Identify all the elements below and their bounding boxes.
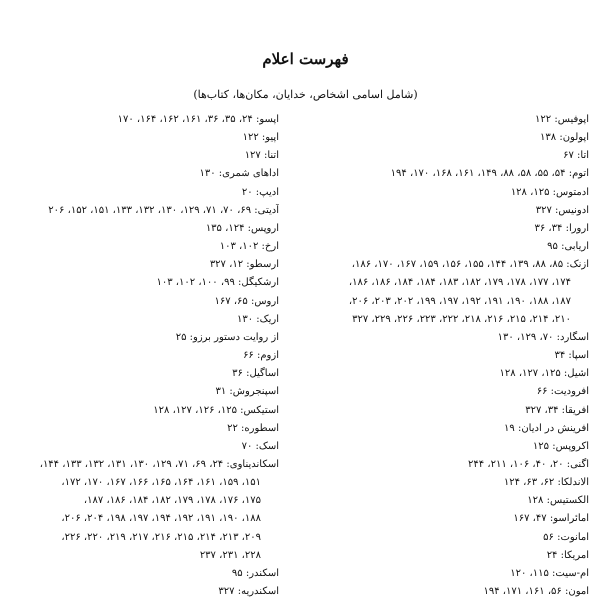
index-entry: اشیل: ۱۲۵، ۱۲۷، ۱۲۸	[499, 368, 589, 380]
index-entry: اپوفیس: ۱۲۲	[535, 114, 589, 125]
index-entry: اروپس: ۱۲۴، ۱۳۵	[205, 222, 279, 234]
index-entry-continuation: ۱۸۷، ۱۸۸، ۱۹۰، ۱۹۱، ۱۹۲، ۱۹۷، ۱۹۹، ۲۰۲، ۲۰۳، ۲۰۶،	[348, 295, 571, 307]
index-entry: ارسطو: ۱۲، ۳۲۷	[209, 259, 279, 271]
index-entry: افرینش در ادیان: ۱۹	[504, 422, 589, 434]
index-entry: اتنا: ۱۲۷	[244, 150, 279, 162]
index-entry: ازنک: ۸۵، ۸۸، ۱۳۹، ۱۴۴، ۱۵۵، ۱۵۶، ۱۵۹، ۱۶۷، ۱۷۰، ۱۸۶،	[351, 259, 589, 271]
index-entry: ادونیس: ۳۲۷	[535, 204, 589, 216]
index-entry: امائراسو: ۴۷، ۱۶۷	[513, 513, 589, 525]
index-entry: از روایت دستور برزو: ۲۵	[175, 331, 279, 343]
index-entry: اسکندر: ۹۵	[231, 567, 279, 579]
index-entry-continuation: ۲۲۸، ۲۳۱، ۲۳۷	[199, 549, 261, 561]
index-entry: استیکس: ۱۲۵، ۱۲۶، ۱۲۷، ۱۲۸	[153, 404, 279, 416]
index-entry: اداهای شمری: ۱۳۰	[199, 168, 279, 180]
index-entry: اسطوره: ۲۲	[227, 422, 279, 434]
index-entry: ام-سیت: ۱۱۵، ۱۲۰	[510, 567, 589, 579]
index-entry: اساگیل: ۳۶	[232, 368, 279, 380]
index-entry: اتا: ۶۷	[563, 150, 589, 162]
index-entry: ارورا: ۳۴، ۳۶	[534, 222, 589, 234]
index-entry: اسپا: ۳۴	[554, 350, 589, 362]
index-entry: اسگارد: ۷۰، ۱۲۹، ۱۳۰	[497, 331, 589, 343]
index-entry-continuation: ۱۷۵، ۱۷۶، ۱۷۸، ۱۷۹، ۱۸۲، ۱۸۴، ۱۸۶، ۱۸۷،	[83, 495, 261, 507]
left-column	[19, 111, 279, 601]
index-entry: افریقا: ۳۴، ۳۲۷	[525, 404, 589, 416]
index-entry-continuation: ۲۱۰، ۲۱۴، ۲۱۵، ۲۱۶، ۲۱۸، ۲۲۲، ۲۲۳، ۲۲۶، ۲۲۹، ۳۲۷	[352, 313, 571, 325]
index-entry: افرودیت: ۶۶	[536, 386, 589, 398]
index-entry: امون: ۵۶، ۱۶۱، ۱۷۱، ۱۹۴	[483, 586, 589, 598]
index-entry: اسپنجروش: ۳۱	[215, 386, 279, 398]
index-entry-continuation: ۲۰۹، ۲۱۳، ۲۱۴، ۲۱۵، ۲۱۶، ۲۱۷، ۲۱۹، ۲۲۰، ۲۲۶،	[61, 531, 261, 543]
index-entry: ادمتوس: ۱۲۵، ۱۲۸	[510, 186, 589, 198]
index-entry-continuation: ۱۵۱، ۱۵۹، ۱۶۱، ۱۶۴، ۱۶۵، ۱۶۶، ۱۶۷، ۱۷۰، ۱۷۲،	[61, 477, 261, 489]
index-entry: اریابی: ۹۵	[547, 241, 589, 253]
index-entry: ازوم: ۶۶	[243, 350, 279, 362]
index-entry: الاندلکا: ۶۲، ۶۳، ۱۲۴	[503, 477, 589, 489]
index-entry-continuation: ۱۷۴، ۱۷۷، ۱۷۸، ۱۷۹، ۱۸۲، ۱۸۳، ۱۸۴، ۱۸۴، ۱۸۶، ۱۸۶،	[348, 277, 571, 289]
index-entry: ارخ: ۱۰۲، ۱۰۳	[219, 241, 279, 253]
index-entry: اتوم: ۵۴، ۵۵، ۵۸، ۸۸، ۱۴۹، ۱۶۱، ۱۶۸، ۱۷۰، ۱۹۴	[390, 168, 589, 180]
index-entry: ادیپ: ۲۰	[241, 186, 279, 198]
index-entry: اریک: ۱۳۰	[236, 313, 279, 325]
index-entry: اپولون: ۱۳۸	[540, 132, 589, 144]
index-entry: اپسو: ۲۴، ۳۵، ۳۶، ۱۶۱، ۱۶۲، ۱۶۴، ۱۷۰	[117, 114, 279, 125]
index-entry-continuation: ۱۸۸، ۱۹۰، ۱۹۱، ۱۹۲، ۱۹۴، ۱۹۷، ۱۹۸، ۲۰۴، ۲۰۶،	[61, 513, 261, 525]
right-column	[339, 111, 589, 601]
index-entry: اگنی: ۲۰، ۴۰، ۱۰۶، ۲۱۱، ۲۴۴	[468, 458, 589, 470]
index-entry: اسک: ۷۰	[241, 440, 279, 452]
index-entry: امریکا: ۲۴	[546, 549, 589, 561]
index-entry: اروس: ۶۵، ۱۶۷	[214, 295, 279, 307]
index-subtitle: (شامل اسامی اشخاص، خدایان، مکان‌ها، کتاب‌ها)	[193, 88, 418, 101]
index-entry: اسکاندیناوی: ۲۴، ۶۹، ۷۱، ۱۲۹، ۱۳۰، ۱۳۱، ۱۳۲، ۱۳۳، ۱۴۴،	[39, 458, 279, 470]
index-entry: اکروپس: ۱۲۵	[532, 440, 589, 452]
index-entry: ارشکیگل: ۹۹، ۱۰۰، ۱۰۲، ۱۰۳	[156, 277, 279, 289]
index-entry: اپیو: ۱۲۲	[242, 132, 279, 144]
index-entry: امانوت: ۵۶	[543, 531, 589, 543]
index-entry: اسکندریه: ۳۲۷	[218, 586, 279, 598]
index-entry: الکستیس: ۱۲۸	[527, 495, 589, 507]
index-entry: آدیتی: ۶۹، ۷۰، ۷۱، ۱۲۹، ۱۳۰، ۱۳۲، ۱۳۳، ۱۵۱، ۱۵۲، ۲۰۶	[48, 204, 279, 216]
index-title: فهرست اعلام	[262, 50, 349, 68]
